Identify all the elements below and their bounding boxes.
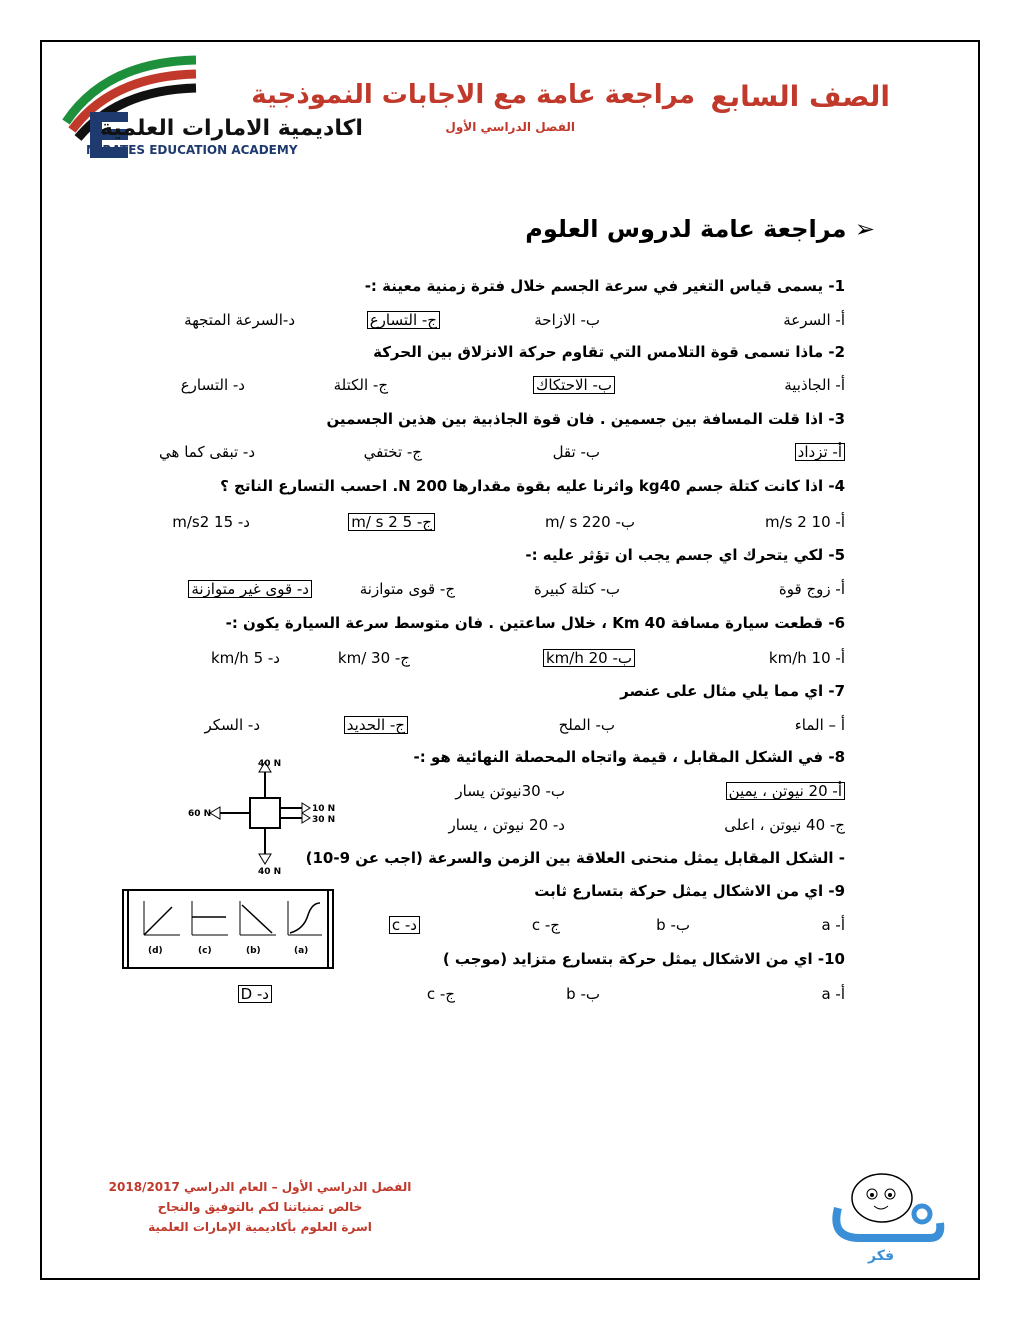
mascot-text: فكر: [868, 1248, 895, 1264]
q6-option-c: ج- km/ 30: [337, 649, 410, 667]
q7-option-a: أ – الماء: [794, 716, 845, 734]
force-label-right-1: 10 N: [312, 804, 336, 814]
q7-option-b: ب- الملح: [558, 716, 615, 734]
force-label-top: 40 N: [258, 759, 282, 769]
question-6: 6- قطعت سيارة مسافة Km 40 ، خلال ساعتين . فان متوسط سرعة السيارة يكون :-: [225, 614, 845, 632]
question-1: 1- يسمى قياس التغير في سرعة الجسم خلال فترة زمنية معينة :-: [364, 277, 845, 295]
question-7: 7- اي مما يلي مثال على عنصر: [620, 682, 845, 700]
q2-option-a: أ- الجاذبية: [784, 376, 845, 394]
graph-label-c: (c): [198, 946, 212, 956]
q9-option-c: ج- c: [531, 916, 560, 934]
question-4: 4- اذا كانت كتلة جسم kg40 واثرنا عليه بقوة مقدارها N 200. احسب التسارع الناتج ؟: [220, 477, 845, 495]
q9-option-a: أ- a: [821, 916, 845, 934]
arrow-bullet-icon: ➢: [854, 215, 875, 243]
doc-title: مراجعة عامة مع الاجابات النموذجية: [251, 80, 695, 110]
q6-option-b-answer: ب- km/h 20: [543, 649, 635, 667]
graph-label-b: (b): [246, 946, 261, 956]
q2-option-d: د- التسارع: [180, 376, 245, 394]
q1-option-b: ب- الازاحة: [534, 311, 600, 329]
q7-option-c-answer: ج- الحديد: [344, 716, 408, 734]
q5-option-b: ب- كتلة كبيرة: [533, 580, 620, 598]
term-subtitle: الفصل الدراسي الأول: [445, 120, 575, 134]
footer-line-3: اسرة العلوم بأكاديمية الإمارات العلمية: [148, 1220, 372, 1234]
question-5: 5- لكي يتحرك اي جسم يجب ان تؤثر عليه :-: [525, 546, 845, 564]
q10-option-c: ج- c: [426, 985, 455, 1003]
q1-option-c-answer: ج- التسارع: [367, 311, 440, 329]
velocity-time-graphs: [122, 889, 334, 969]
section-heading: [525, 215, 875, 243]
q4-option-d: د- m/s2 15: [172, 513, 250, 531]
q4-option-c-answer: ج- m/ s 2 5: [348, 513, 435, 531]
q3-option-d: د- تبقى كما هي: [159, 443, 255, 461]
q8-option-b: ب- 30نيوتن يسار: [455, 782, 565, 800]
graph-label-a: (a): [294, 946, 309, 956]
q5-option-c: ج- قوى متوازنة: [359, 580, 455, 598]
question-2: 2- ماذا تسمى قوة التلامس التي تقاوم حركة الانزلاق بين الحركة: [373, 343, 845, 361]
q10-option-a: أ- a: [821, 985, 845, 1003]
section-title: مراجعة عامة لدروس العلوم: [525, 215, 847, 243]
q10-option-d-answer: د- D: [238, 985, 272, 1003]
footer-line-2: خالص تمنياتنا لكم بالتوفيق والنجاح: [157, 1200, 363, 1214]
force-block: [250, 798, 280, 828]
q1-option-d: د-السرعة المتجهة: [184, 311, 295, 329]
q6-option-d: د- km/h 5: [210, 649, 280, 667]
q3-option-a-answer: أ- تزداد: [795, 443, 845, 461]
force-label-right-2: 30 N: [312, 815, 336, 825]
q7-option-d: د- السكر: [204, 716, 260, 734]
question-graph-intro: - الشكل المقابل يمثل منحنى العلاقة بين الزمن والسرعة (اجب عن 9-10): [305, 849, 845, 867]
question-9: 9- اي من الاشكال يمثل حركة بتسارع ثابت: [534, 882, 845, 900]
force-label-left: 60 N: [188, 809, 212, 819]
q8-option-d: د- 20 نيوتن ، يسار: [448, 816, 565, 834]
q5-option-d-answer: د- قوى غير متوازنة: [188, 580, 312, 598]
q1-option-a: أ- السرعة: [783, 311, 845, 329]
footer: [80, 1180, 440, 1234]
q9-option-d-answer: د- c: [389, 916, 420, 934]
q3-option-c: ج- تختفي: [363, 443, 422, 461]
q4-option-b: ب- m/ s 220: [545, 513, 635, 531]
q2-option-c: ج- الكتلة: [333, 376, 388, 394]
q10-option-b: ب- b: [566, 985, 600, 1003]
q8-option-c: ج- 40 نيوتن ، اعلى: [724, 816, 845, 834]
think-mascot: [830, 1168, 950, 1268]
logo-arabic-name: اكاديمية الامارات العلمية: [100, 116, 363, 141]
question-8: 8- في الشكل المقابل ، قيمة واتجاه المحصلة النهائية هو :-: [413, 748, 845, 766]
logo-english-name: MIRATES EDUCATION ACADEMY: [86, 143, 298, 157]
grade-title: الصف السابع: [710, 80, 890, 113]
mascot-face-icon: [852, 1174, 912, 1222]
q2-option-b-answer: ب- الاحتكاك: [533, 376, 615, 394]
force-label-bottom: 40 N: [258, 867, 282, 876]
q8-option-a-answer: أ- 20 نيوتن ، يمين: [726, 782, 845, 800]
q5-option-a: أ- زوج قوة: [778, 580, 845, 598]
q3-option-b: ب- تقل: [552, 443, 600, 461]
q9-option-b: ب- b: [656, 916, 690, 934]
question-10: 10- اي من الاشكال يمثل حركة بتسارع متزايد (موجب ): [442, 950, 845, 968]
question-3: 3- اذا قلت المسافة بين جسمين . فان قوة الجاذبية بين هذين الجسمين: [326, 410, 845, 428]
q4-option-a: أ- m/s 2 10: [764, 513, 845, 531]
q6-option-a: أ- km/h 10: [768, 649, 845, 667]
footer-line-1: الفصل الدراسي الأول – العام الدراسي 2018/2017: [108, 1180, 412, 1194]
graph-label-d: (d): [148, 946, 163, 956]
